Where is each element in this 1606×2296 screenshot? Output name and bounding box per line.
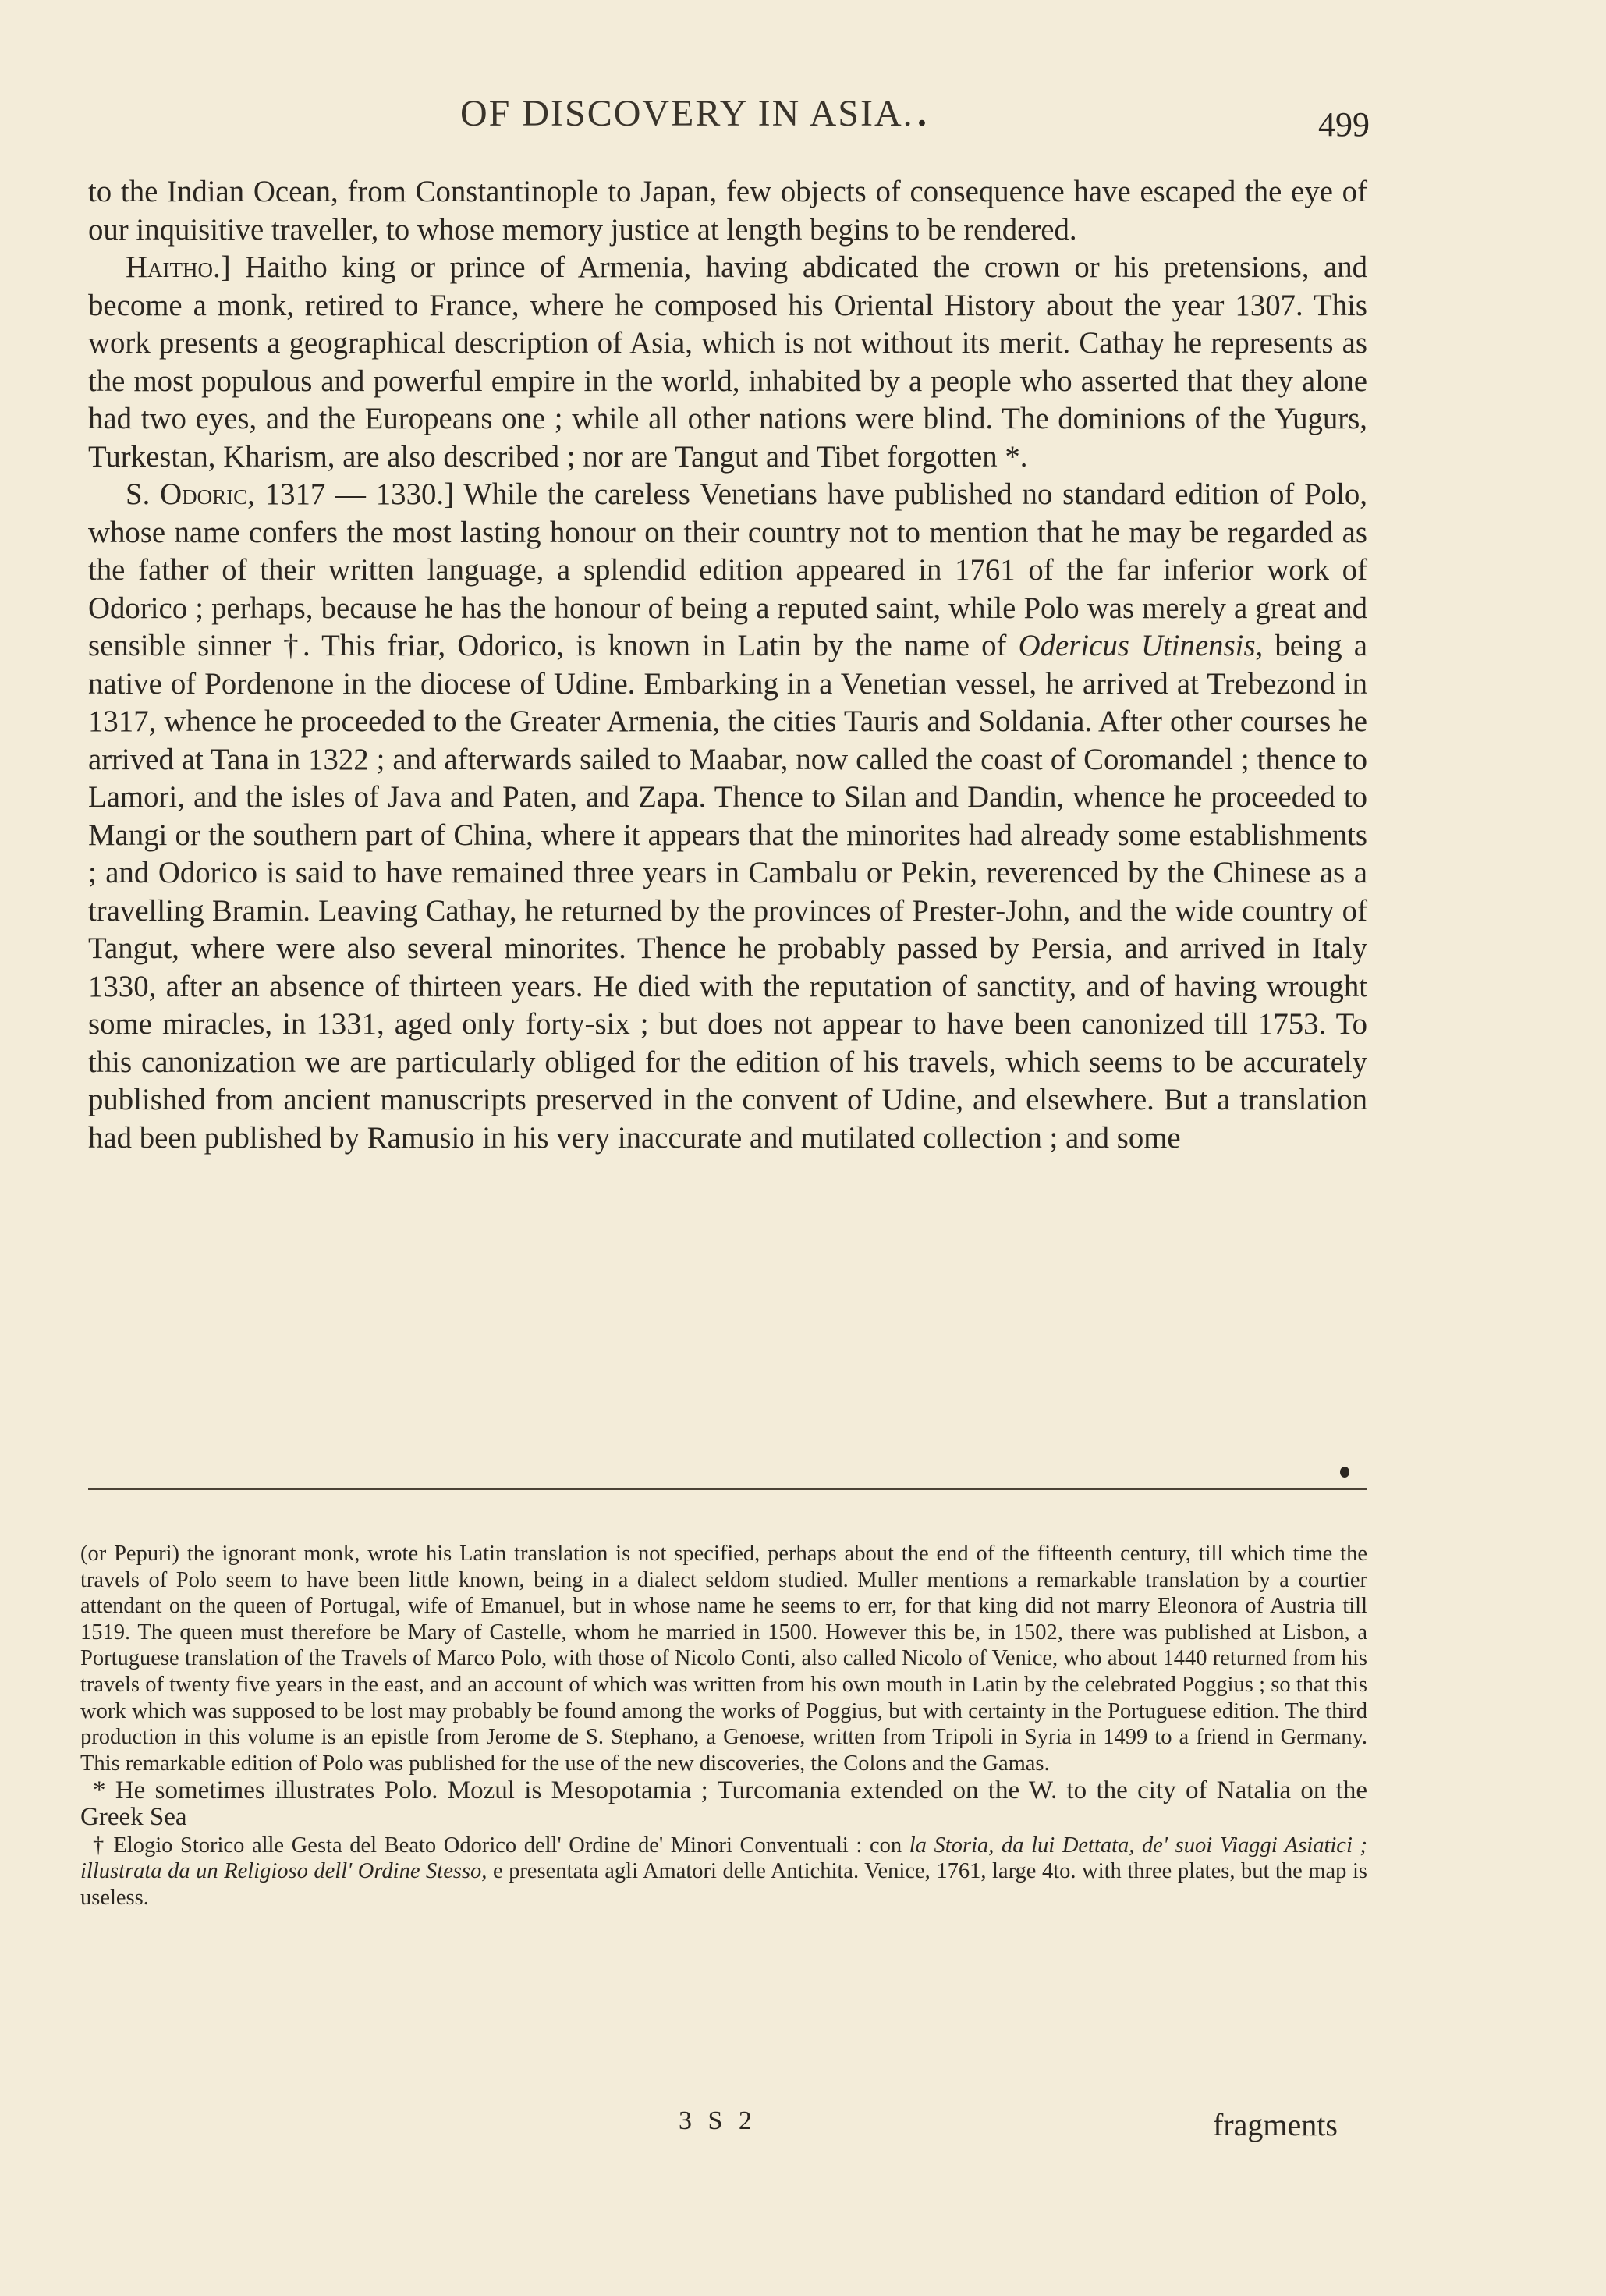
section-head-odoric: S. Odoric, 1317 — 1330.]	[126, 477, 454, 511]
footnote-dagger-text-b: e presentata agli Amatori delle Antichita. Venice, 1761, large 4to. with three plates, but the map is useless.	[80, 1859, 1367, 1910]
footnote-dagger-text-a: † Elogio Storico alle Gesta del Beato Odorico dell' Ordine de' Minori Conventuali : con	[93, 1833, 909, 1858]
signature-mark: 3 S 2	[679, 2106, 757, 2135]
haitho-text: Haitho king or prince of Armenia, having abdicated the crown or his pretensions, and become a monk, retired to France, where he composed his Oriental History about the year 1307. This work presents a geographical description of Asia, which is not without its merit. Cathay he represents as the most populous and powerful empire in the world, inhabited by a people who asserted that they alone had two eyes, and the Europeans one ; while all other nations were blind. The dominions of the Yugurs, Turkestan, Kharism, are also described ; nor are Tangut and Tibet forgotten *.	[88, 250, 1367, 474]
page-number: 499	[1318, 105, 1370, 144]
footnote-continued: (or Pepuri) the ignorant monk, wrote his Latin translation is not specified, perhaps about the end of the fifteenth century, till which time the travels of Polo seem to have been little known, being in a dialect seldom studied. Muller mentions a remarkable translation by a courtier attendant on the queen of Portugal, wife of Emanuel, but in whose name he seems to err, for that king did not marry Eleonora of Austria till 1519. The queen must therefore be Mary of Castelle, whom he married in 1500. However this be, in 1502, there was published at Lisbon, a Portuguese translation of the Travels of Marco Polo, with those of Nicolo Conti, also called Nicolo of Venice, who about 1440 returned from his travels of twenty five years in the east, and an account of which was written from his own mouth in Latin by the celebrated Poggius ; so that this work which was supposed to be lost may probably be found among the works of Poggius, but with certainty in the Portuguese edition. The third production in this volume is an epistle from Jerome de S. Stephano, a Genoese, written from Tripoli in Syria in 1499 to a friend in Germany. This remarkable edition of Polo was published for the use of the new discoveries, the Colons and the Gamas.	[80, 1542, 1367, 1776]
running-title: OF DISCOVERY IN ASIA.	[460, 93, 914, 134]
section-head-haitho: Haitho.]	[126, 250, 231, 284]
odoric-text-b: being a native of Pordenone in the diocese of Udine. Embarking in a Venetian vessel, he arrived at Trebezond in 1317, whence he proceeded to the Greater Armenia, the cities Tauris and Soldania. After other courses he arrived at Tana in 1322 ; and afterwards sailed to Maabar, now called the coast of Coromandel ; thence to Lamori, and the isles of Java and Paten, and Zapa. Thence to Silan and Dandin, whence he proceeded to Mangi or the southern part of China, where it appears that the minorites had already some establishments ; and Odorico is said to have remained three years in Cambalu or Pekin, reverenced by the Chinese as a travelling Bramin. Leaving Cathay, he returned by the provinces of Prester-John, and the wide country of Tangut, where were also several minorites. Thence he probably passed by Persia, and arrived in Italy 1330, after an absence of thirteen years. He died with the reputation of sanctity, and of having wrought some miracles, in 1331, aged only forty-six ; but does not appear to have been canonized till 1753. To this canonization we are particularly obliged for the edition of his travels, which seems to be accurately published from ancient manuscripts preserved in the convent of Udine, and elsewhere. But a translation had been published by Ramusio in his very inaccurate and mutilated collection ; and some	[88, 629, 1367, 1155]
footnote-dagger	[80, 1833, 1367, 1911]
catchword: fragments	[1213, 2107, 1338, 2142]
rule-ornament	[1340, 1467, 1349, 1478]
footnotes	[80, 1541, 1367, 1911]
footnote-dagger-title: la Storia, da lui Dettata, de' suoi Viaggi Asiatici ; illustrata da un Religioso dell' Ordine Stesso,	[80, 1833, 1367, 1884]
odoric-text-a: While the careless Venetians have published no standard edition of Polo, whose name confers the most lasting honour on their country not to mention that he may be regarded as the father of their written language, a splendid edition appeared in 1761 of the far inferior work of Odorico ; perhaps, because he has the honour of being a reputed saint, while Polo was merely a great and sensible sinner †. This friar, Odorico, is known in Latin by the name of	[88, 477, 1367, 662]
paragraph-odoric	[88, 476, 1367, 1157]
paragraph-continued: to the Indian Ocean, from Constantinople to Japan, few objects of consequence have escaped the eye of our inquisitive traveller, to whose memory justice at length begins to be rendered.	[88, 175, 1367, 247]
main-text	[88, 173, 1367, 1157]
running-head	[0, 92, 1606, 147]
footnote-rule	[88, 1488, 1367, 1490]
header-ornament: .	[917, 93, 927, 134]
paragraph-haitho	[88, 249, 1367, 476]
footnote-star: * He sometimes illustrates Polo. Mozul is Mesopotamia ; Turcomania extended on the W. to the city of Natalia on the Greek Sea	[80, 1776, 1367, 1831]
page-footer	[0, 2106, 1606, 2153]
odoric-latin-name: Odericus Utinensis,	[1018, 629, 1264, 662]
